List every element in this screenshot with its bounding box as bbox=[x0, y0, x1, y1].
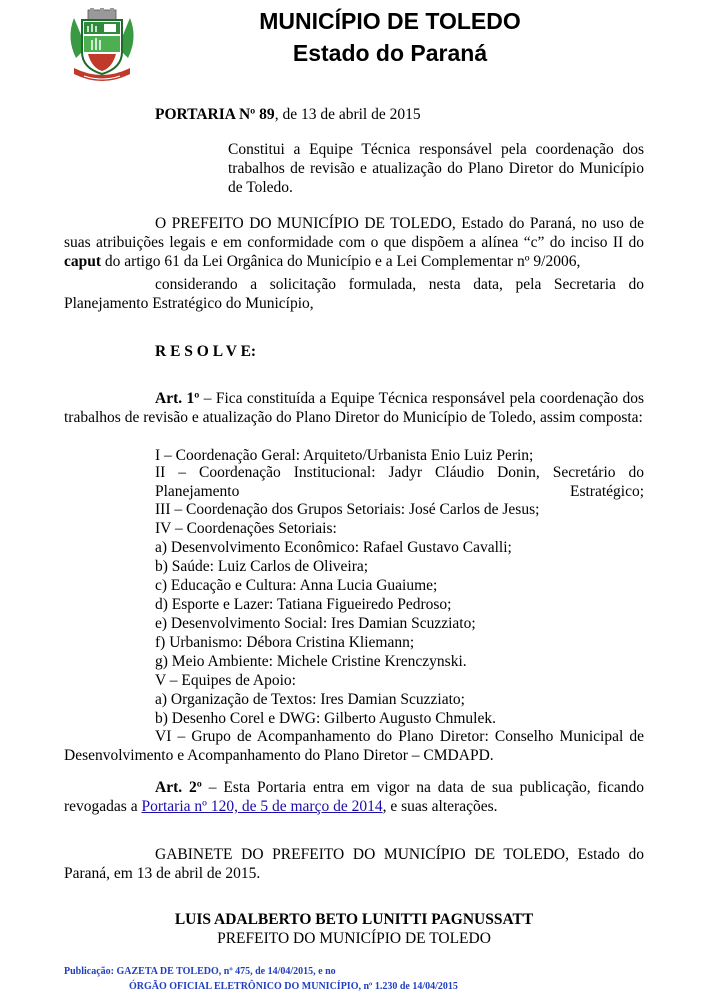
signature-name: LUIS ADALBERTO BETO LUNITTI PAGNUSSATT bbox=[174, 911, 534, 928]
preamble-paragraph bbox=[64, 214, 644, 271]
list-item bbox=[155, 463, 644, 501]
list-item: f) Urbanismo: Débora Cristina Kliemann; bbox=[155, 634, 415, 651]
list-item: VI – Grupo de Acompanhamento do Plano Diretor: Conselho Municipal de Desenvolvimento e Acompanhamento do Plano Diretor – CMDAPD. bbox=[64, 728, 644, 764]
list-item: d) Esporte e Lazer: Tatiana Figueiredo Pedroso; bbox=[155, 596, 452, 613]
article-1 bbox=[64, 389, 644, 427]
ementa: Constitui a Equipe Técnica responsável pela coordenação dos trabalhos de revisão e atualização do Plano Diretor do Município de Toledo. bbox=[228, 141, 644, 196]
list-item: V – Equipes de Apoio: bbox=[155, 672, 296, 689]
list-item: b) Saúde: Luiz Carlos de Oliveira; bbox=[155, 558, 369, 575]
preamble-text-a: O PREFEITO DO MUNICÍPIO DE TOLEDO, Estado do Paraná, no uso de suas atribuições legais e em conformidade com o que dispõem a alínea “c” do inciso II do bbox=[64, 215, 644, 251]
publication-line-1: Publicação: GAZETA DE TOLEDO, nº 475, de 14/04/2015, e no bbox=[64, 966, 336, 977]
article-2 bbox=[64, 778, 644, 816]
article-1-text: – Fica constituída a Equipe Técnica responsável pela coordenação dos trabalhos de revisão e atualização do Plano Diretor do Município de Toledo, assim composta: bbox=[64, 390, 644, 426]
portaria-title bbox=[155, 105, 635, 124]
preamble-caput: caput bbox=[64, 253, 102, 270]
article-2-text-a: – Esta Portaria entra em vigor na data de sua publicação, ficando revogadas a bbox=[64, 779, 644, 815]
portaria-120-link[interactable]: Portaria nº 120, de 5 de março de 2014 bbox=[141, 798, 383, 815]
publication-line-2: ÓRGÃO OFICIAL ELETRÔNICO DO MUNICÍPIO, nº 1.230 de 14/04/2015 bbox=[129, 981, 458, 992]
closing-paragraph: GABINETE DO PREFEITO DO MUNICÍPIO DE TOLEDO, Estado do Paraná, em 13 de abril de 2015. bbox=[64, 846, 644, 882]
list-item: IV – Coordenações Setoriais: bbox=[155, 520, 337, 537]
list-item: III – Coordenação dos Grupos Setoriais: José Carlos de Jesus; bbox=[155, 501, 540, 518]
list-item: c) Educação e Cultura: Anna Lucia Guaiume; bbox=[155, 577, 438, 594]
list-item-text: II – Coordenação Institucional: Jadyr Cláudio Donin, Secretário do Planejamento Estratégico; bbox=[155, 464, 644, 500]
portaria-label: PORTARIA Nº 89 bbox=[155, 106, 275, 123]
list-item: I – Coordenação Geral: Arquiteto/Urbanista Enio Luiz Perin; bbox=[155, 447, 534, 464]
article-2-text-b: , e suas alterações. bbox=[382, 798, 498, 815]
list-item: a) Desenvolvimento Econômico: Rafael Gustavo Cavalli; bbox=[155, 539, 512, 556]
municipal-seal bbox=[62, 8, 142, 86]
item-list-continued bbox=[155, 500, 644, 728]
list-item: g) Meio Ambiente: Michele Cristine Krenczynski. bbox=[155, 653, 467, 670]
list-item: a) Organização de Textos: Ires Damian Scuzziato; bbox=[155, 691, 465, 708]
preamble-text-b: do artigo 61 da Lei Orgânica do Município e a Lei Complementar nº 9/2006, bbox=[101, 253, 581, 270]
state-title: Estado do Paraná bbox=[292, 40, 488, 66]
resolve-heading: R E S O L V E: bbox=[155, 343, 257, 360]
portaria-date: , de 13 de abril de 2015 bbox=[274, 106, 421, 123]
considerando-paragraph: considerando a solicitação formulada, nesta data, pela Secretaria do Planejamento Estratégico do Município, bbox=[64, 276, 644, 312]
list-item: b) Desenho Corel e DWG: Gilberto Augusto Chmulek. bbox=[155, 710, 496, 727]
signature-title: PREFEITO DO MUNICÍPIO DE TOLEDO bbox=[217, 930, 491, 947]
article-1-label: Art. 1º bbox=[155, 390, 200, 407]
coat-of-arms-icon bbox=[62, 8, 142, 86]
list-item: e) Desenvolvimento Social: Ires Damian Scuzziato; bbox=[155, 615, 476, 632]
municipality-title: MUNICÍPIO DE TOLEDO bbox=[259, 8, 521, 34]
article-2-label: Art. 2º bbox=[155, 779, 202, 796]
